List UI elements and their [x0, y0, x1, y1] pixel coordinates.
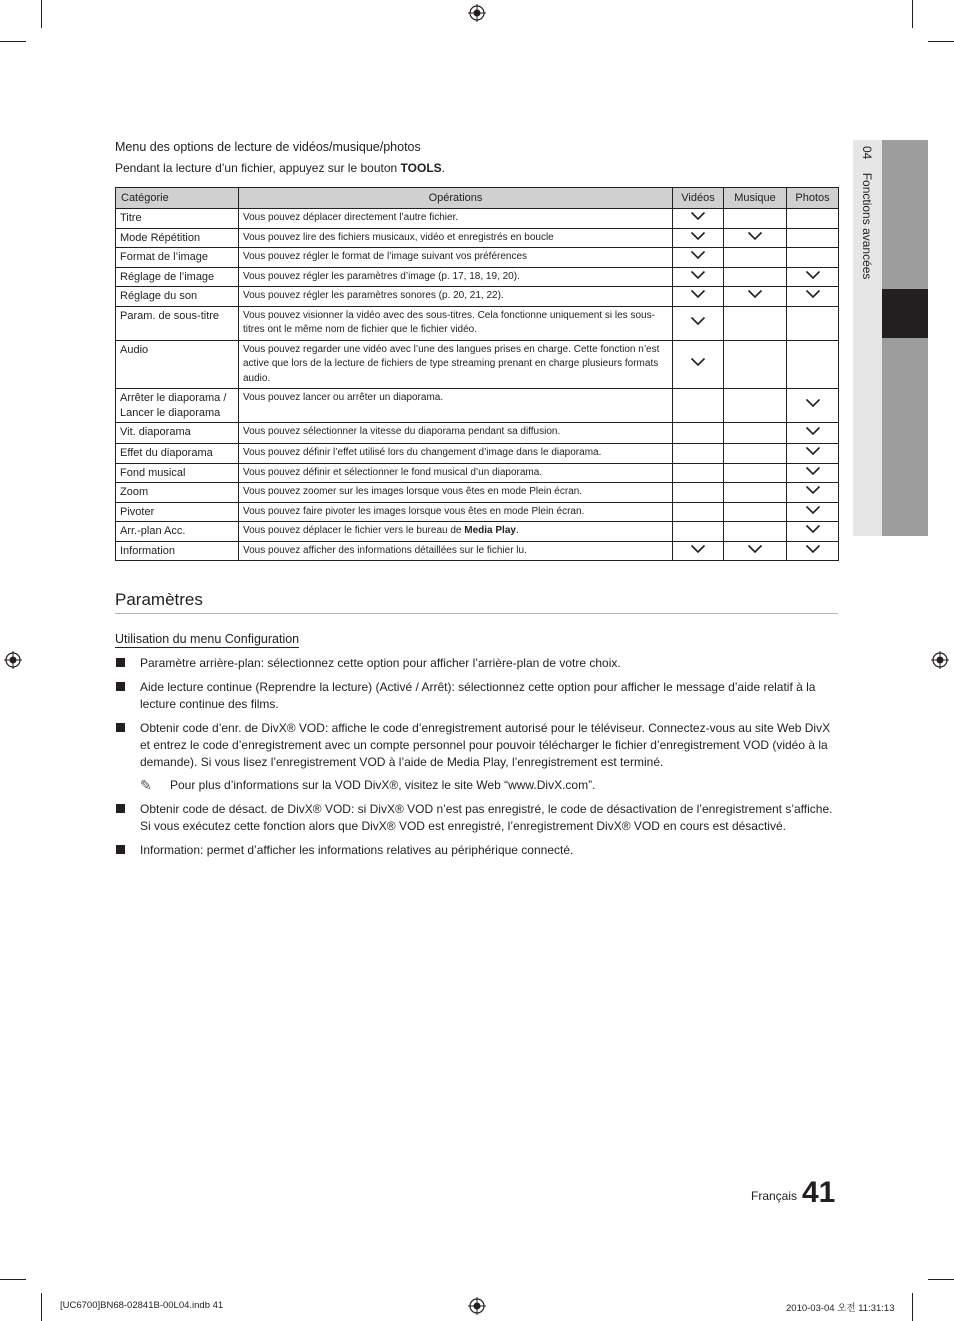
- table-row: [116, 463, 839, 483]
- category-cell: Titre: [116, 209, 239, 229]
- operation-text: Vous pouvez définir et sélectionner le fond musical d’un diaporama.: [243, 466, 543, 478]
- list-item: [115, 801, 837, 835]
- photos-cell: [787, 340, 839, 389]
- list-item: [115, 679, 837, 713]
- item-term: Paramètre arrière-plan: [140, 656, 261, 670]
- check-chevron-icon: [690, 545, 706, 557]
- operation-cell: [239, 209, 673, 229]
- operation-tail: .: [515, 525, 519, 536]
- note: [140, 777, 837, 794]
- category-cell: Information: [116, 541, 239, 561]
- category-cell: Mode Répétition: [116, 228, 239, 248]
- check-chevron-icon: [805, 467, 821, 479]
- category-cell: Réglage du son: [116, 287, 239, 307]
- photos-cell: [787, 209, 839, 229]
- intro-suffix: .: [441, 161, 445, 175]
- chapter-number: 04: [860, 146, 874, 160]
- operation-bold: Media Play: [464, 525, 516, 536]
- header-photos: Photos: [787, 188, 839, 209]
- music-cell: [724, 209, 787, 229]
- registration-mark-icon: [4, 651, 22, 669]
- photos-cell: [787, 306, 839, 340]
- list-item: [115, 720, 837, 794]
- operation-cell: [239, 444, 673, 464]
- check-chevron-icon: [805, 427, 821, 439]
- operation-text: Vous pouvez définir l’effet utilisé lors du changement d’image dans le diaporama.: [243, 447, 602, 458]
- category-cell: Réglage de l’image: [116, 267, 239, 287]
- operation-cell: [239, 423, 673, 444]
- operation-cell: [239, 483, 673, 503]
- check-chevron-icon: [690, 212, 706, 224]
- music-cell: [724, 522, 787, 542]
- operation-text: Vous pouvez régler les paramètres d’image (p. 17, 18, 19, 20).: [243, 270, 520, 282]
- operation-text: Vous pouvez lire des fichiers musicaux, vidéo et enregistrés en boucle: [243, 231, 554, 243]
- operation-cell: [239, 522, 673, 542]
- header-music: Musique: [724, 188, 787, 209]
- table-row: [116, 541, 839, 561]
- music-cell: [724, 306, 787, 340]
- check-chevron-icon: [805, 290, 821, 302]
- table-row: [116, 444, 839, 464]
- videos-cell: [673, 541, 724, 561]
- table-row: [116, 389, 839, 423]
- music-cell: [724, 248, 787, 268]
- category-cell: Fond musical: [116, 463, 239, 483]
- videos-cell: [673, 228, 724, 248]
- category-cell: Param. de sous-titre: [116, 306, 239, 340]
- category-cell: Arr.-plan Acc.: [116, 522, 239, 542]
- operation-cell: [239, 248, 673, 268]
- music-cell: [724, 267, 787, 287]
- videos-cell: [673, 209, 724, 229]
- list-item: [115, 842, 837, 859]
- params-list: [115, 655, 837, 866]
- operation-text: Vous pouvez régler le format de l’image suivant vos préférences: [243, 251, 528, 262]
- music-cell: [724, 444, 787, 464]
- videos-cell: [673, 522, 724, 542]
- table-row: [116, 209, 839, 229]
- playback-options-table: [115, 187, 839, 561]
- item-term: Obtenir code d’enr. de DivX® VOD: [140, 721, 325, 735]
- check-chevron-icon: [690, 271, 706, 283]
- table-row: [116, 502, 839, 522]
- operation-text: Vous pouvez déplacer le fichier vers le bureau de: [243, 525, 465, 536]
- crop-mark: [41, 0, 42, 28]
- print-date-info: 2010-03-04 오전 11:31:13: [786, 1303, 895, 1314]
- category-cell: Pivoter: [116, 502, 239, 522]
- check-chevron-icon: [805, 486, 821, 498]
- videos-cell: [673, 287, 724, 307]
- operation-text: Vous pouvez faire pivoter les images lorsque vous êtes en mode Plein écran.: [243, 505, 585, 517]
- check-chevron-icon: [747, 545, 763, 557]
- photos-cell: [787, 248, 839, 268]
- params-subtitle: Utilisation du menu Configuration: [115, 632, 300, 646]
- photos-cell: [787, 502, 839, 522]
- check-chevron-icon: [805, 447, 821, 459]
- photos-cell: [787, 522, 839, 542]
- operation-cell: [239, 389, 673, 423]
- table-row: [116, 340, 839, 389]
- registration-mark-icon: [931, 651, 949, 669]
- operation-text: Vous pouvez déplacer directement l’autre fichier.: [243, 212, 459, 223]
- photos-cell: [787, 444, 839, 464]
- item-text: : affiche le code d’enregistrement autorisé pour le téléviseur. Connectez-vous au site Web DivX et entrez le code d’enregistrement avec un compte personnel pour pouvoir télécharger le fichier d’enregistrement VOD (vidéo à la demande). Si vous lisez l’enregistrement VOD à l’aide de Media Play, l’enregistrement est terminé.: [140, 721, 831, 769]
- operation-text: Vous pouvez visionner la vidéo avec des sous-titres. Cela fonctionne uniquement si les sous-titres ont le même nom de fichier que le fichier vidéo.: [243, 309, 655, 335]
- photos-cell: [787, 483, 839, 503]
- videos-cell: [673, 389, 724, 423]
- item-text: : si DivX® VOD n’est pas enregistré, le code de désactivation de l’enregistrement s’affiche. Si vous exécutez cette fonction alors que DivX® VOD est enregistré, l’enregistrement DivX® VOD en cours est désactivé.: [140, 802, 833, 833]
- operation-cell: [239, 267, 673, 287]
- category-cell: Format de l’image: [116, 248, 239, 268]
- music-cell: [724, 483, 787, 503]
- check-chevron-icon: [690, 358, 706, 370]
- check-chevron-icon: [747, 232, 763, 244]
- videos-cell: [673, 306, 724, 340]
- videos-cell: [673, 502, 724, 522]
- tools-key: TOOLS: [400, 161, 442, 175]
- check-chevron-icon: [747, 290, 763, 302]
- table-row: [116, 248, 839, 268]
- check-chevron-icon: [805, 271, 821, 283]
- check-chevron-icon: [690, 290, 706, 302]
- bullet-square-icon: [116, 845, 125, 854]
- check-chevron-icon: [805, 525, 821, 537]
- section-title: Menu des options de lecture de vidéos/musique/photos: [115, 140, 421, 154]
- operation-cell: [239, 306, 673, 340]
- table-header-row: [116, 188, 839, 209]
- crop-mark: [912, 1293, 913, 1321]
- bullet-square-icon: [116, 804, 125, 813]
- photos-cell: [787, 423, 839, 444]
- list-item: [115, 655, 837, 672]
- section-intro: [115, 161, 445, 175]
- category-cell: Vit. diaporama: [116, 423, 239, 444]
- music-cell: [724, 502, 787, 522]
- photos-cell: [787, 287, 839, 307]
- operation-text: Vous pouvez régler les paramètres sonores (p. 20, 21, 22).: [243, 290, 504, 301]
- params-title: Paramètres: [115, 590, 203, 609]
- category-cell: Arrêter le diaporama / Lancer le diaporama: [116, 389, 239, 423]
- music-cell: [724, 423, 787, 444]
- operation-text: Vous pouvez afficher des informations détaillées sur le fichier lu.: [243, 544, 527, 556]
- videos-cell: [673, 423, 724, 444]
- item-text: : permet d’afficher les informations relatives au périphérique connecté.: [200, 843, 574, 857]
- photos-cell: [787, 228, 839, 248]
- music-cell: [724, 228, 787, 248]
- operation-cell: [239, 541, 673, 561]
- chapter-tab-block: [882, 338, 928, 536]
- photos-cell: [787, 267, 839, 287]
- chapter-title: Fonctions avancées: [860, 172, 874, 280]
- category-cell: Audio: [116, 340, 239, 389]
- table-row: [116, 483, 839, 503]
- table-row: [116, 423, 839, 444]
- videos-cell: [673, 248, 724, 268]
- header-operations: Opérations: [239, 188, 673, 209]
- crop-mark: [928, 41, 954, 42]
- videos-cell: [673, 444, 724, 464]
- music-cell: [724, 463, 787, 483]
- videos-cell: [673, 267, 724, 287]
- registration-mark-icon: [468, 1297, 486, 1315]
- item-term: Information: [140, 843, 201, 857]
- check-chevron-icon: [805, 399, 821, 411]
- table-row: [116, 287, 839, 307]
- videos-cell: [673, 340, 724, 389]
- videos-cell: [673, 483, 724, 503]
- category-cell: Zoom: [116, 483, 239, 503]
- category-cell: Effet du diaporama: [116, 444, 239, 464]
- table-row: [116, 267, 839, 287]
- item-term: Aide lecture continue (Reprendre la lecture) (Activé / Arrêt): [140, 680, 452, 694]
- bullet-square-icon: [116, 723, 125, 732]
- item-term: Obtenir code de désact. de DivX® VOD: [140, 802, 351, 816]
- crop-mark: [928, 1279, 954, 1280]
- table-row: [116, 522, 839, 542]
- operation-cell: [239, 463, 673, 483]
- footer-language: Français: [751, 1189, 798, 1203]
- operation-text: Vous pouvez sélectionner la vitesse du diaporama pendant sa diffusion.: [243, 426, 561, 437]
- table-row: [116, 228, 839, 248]
- item-text: : sélectionnez cette option pour afficher le message d’aide relatif à la lecture continue des films.: [140, 680, 816, 711]
- section-divider: [115, 613, 838, 614]
- photos-cell: [787, 389, 839, 423]
- operation-text: Vous pouvez lancer ou arrêter un diaporama.: [243, 392, 444, 403]
- videos-cell: [673, 463, 724, 483]
- crop-mark: [912, 0, 913, 28]
- crop-mark: [41, 1293, 42, 1321]
- page-number: 41: [802, 1176, 836, 1209]
- bullet-square-icon: [116, 658, 125, 667]
- music-cell: [724, 340, 787, 389]
- registration-mark-icon: [468, 4, 486, 22]
- operation-text: Vous pouvez zoomer sur les images lorsque vous êtes en mode Plein écran.: [243, 486, 583, 497]
- photos-cell: [787, 541, 839, 561]
- chapter-tab-active-marker: [882, 289, 928, 338]
- crop-mark: [0, 41, 26, 42]
- operation-cell: [239, 340, 673, 389]
- item-text: : sélectionnez cette option pour afficher l’arrière-plan de votre choix.: [260, 656, 621, 670]
- operation-cell: [239, 502, 673, 522]
- chapter-tab-block: [882, 140, 928, 289]
- check-chevron-icon: [805, 545, 821, 557]
- operation-cell: [239, 287, 673, 307]
- header-videos: Vidéos: [673, 188, 724, 209]
- operation-text: Vous pouvez regarder une vidéo avec l’une des langues prises en charge. Cette fonction n’est active que lors de la lecture de fichiers de type streaming prenant en charge plusieurs formats audio.: [243, 343, 660, 384]
- note-text: Pour plus d’informations sur la VOD DivX®, visitez le site Web “www.DivX.com”.: [170, 778, 596, 792]
- check-chevron-icon: [690, 317, 706, 329]
- intro-text: Pendant la lecture d’un fichier, appuyez sur le bouton: [115, 161, 401, 175]
- header-category: Catégorie: [116, 188, 239, 209]
- check-chevron-icon: [805, 506, 821, 518]
- operation-cell: [239, 228, 673, 248]
- crop-mark: [0, 1279, 26, 1280]
- print-file-info: [UC6700]BN68-02841B-00L04.indb 41: [60, 1300, 224, 1311]
- check-chevron-icon: [690, 251, 706, 263]
- music-cell: [724, 389, 787, 423]
- music-cell: [724, 287, 787, 307]
- check-chevron-icon: [690, 232, 706, 244]
- photos-cell: [787, 463, 839, 483]
- bullet-square-icon: [116, 682, 125, 691]
- music-cell: [724, 541, 787, 561]
- pencil-note-icon: ✎: [140, 777, 152, 793]
- chapter-tab-label: [860, 146, 874, 279]
- table-row: [116, 306, 839, 340]
